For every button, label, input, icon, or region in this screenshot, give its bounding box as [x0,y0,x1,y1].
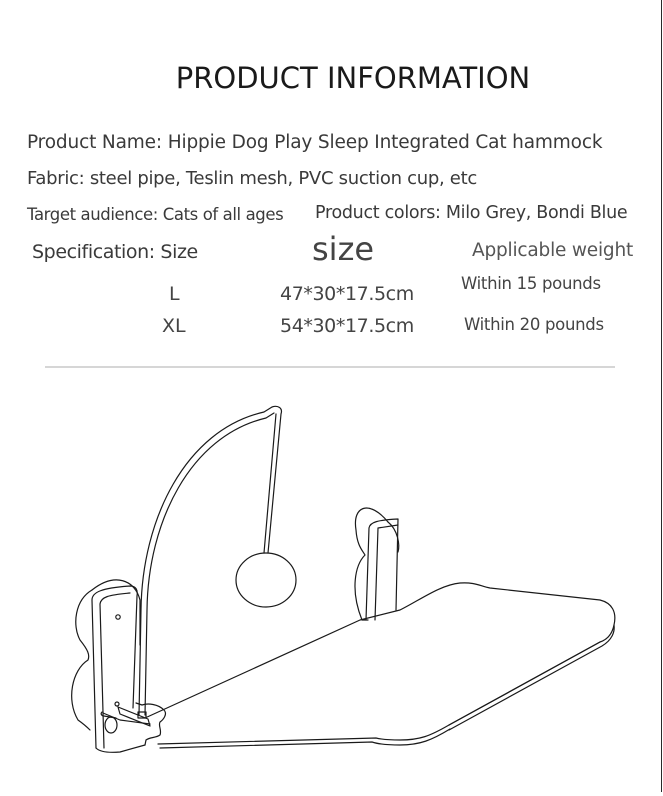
cat-hammock-line-drawing-icon [0,380,663,792]
product-illustration [0,380,663,792]
row-dimensions-cell: 54*30*17.5cm [280,315,414,337]
specification-label: Specification: Size [32,241,198,263]
size-column-header: size [312,230,375,268]
row-dimensions-cell: 47*30*17.5cm [280,283,414,305]
product-name-text: Product Name: Hippie Dog Play Sleep Integrated Cat hammock [27,132,603,153]
weight-column-header: Applicable weight [472,240,634,261]
row-weight-cell: Within 20 pounds [464,315,604,334]
fabric-text: Fabric: steel pipe, Teslin mesh, PVC suction cup, etc [27,168,477,189]
page-title: PRODUCT INFORMATION [175,61,531,96]
target-audience-text: Target audience: Cats of all ages [27,205,284,224]
section-divider [45,366,615,368]
product-colors-text: Product colors: Milo Grey, Bondi Blue [315,203,628,223]
row-weight-cell: Within 15 pounds [461,274,601,293]
row-size-cell: L [169,283,180,305]
row-size-cell: XL [162,315,186,337]
